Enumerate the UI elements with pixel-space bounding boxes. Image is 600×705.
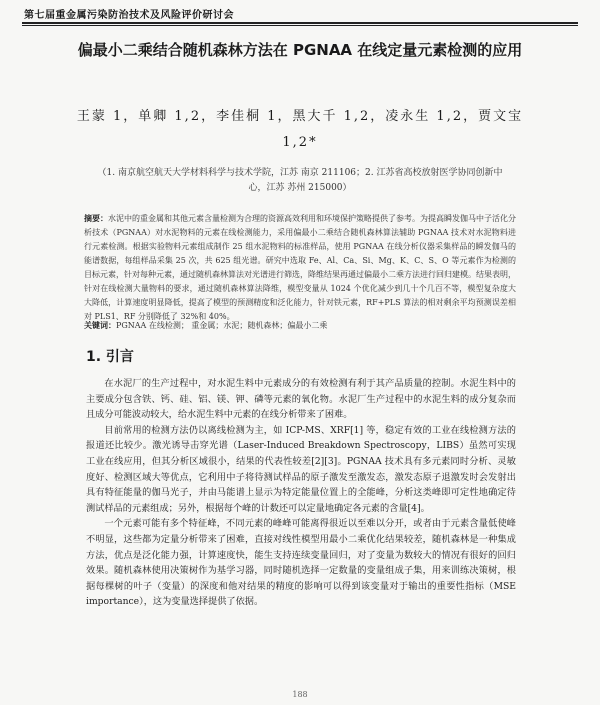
abstract bbox=[84, 211, 516, 324]
abstract-label: 摘要： bbox=[84, 213, 108, 223]
header-rule bbox=[22, 22, 578, 24]
running-header: 第七届重金属污染防治技术及风险评价研讨会 bbox=[24, 10, 234, 21]
keywords-text: PGNAA 在线检测； 重金属；水泥；随机森林；偏最小二乘 bbox=[116, 321, 328, 330]
section-heading: 1. 引言 bbox=[86, 349, 134, 365]
paragraph: 一个元素可能有多个特征峰，不同元素的峰峰可能离得很近以至难以分开，或者由于元素含量低使峰不明显，这些都为定量分析带来了困难，直接对线性模型用最小二乘优化结果较差，随机森林是一种集成方法，优点是泛化能力强，计算速度快，能生支持连续变量回归，对了变量为数较大的情况有很好的回归效果。随机森林使用决策树作为基学习器，同时随机选择一定数量的变量组成子集，用来训练决策树，根据每棵树的叶子（变量）的深度和他对结果的精度的影响可以得到该变量对于输出的重要性指标（MSE importance），这为变量选择提供了依据。 bbox=[86, 518, 516, 608]
section-body bbox=[86, 376, 516, 610]
header-rule-thin bbox=[22, 25, 578, 26]
author-list: 王蒙 1，单卿 1,2，李佳桐 1，黑大千 1,2，凌永生 1,2，贾文宝 1,2* bbox=[76, 109, 524, 150]
page-number: 188 bbox=[292, 690, 308, 699]
paper-title: 偏最小二乘结合随机森林方法在 PGNAA 在线定量元素检测的应用 bbox=[77, 41, 523, 59]
abstract-text: 水泥中的重金属和其他元素含量检测为合理的资源高效利用和环境保护策略提供了参考。为提高瞬发伽马中子活化分析技术（PGNAA）对水泥物料的元素在线检测能力，采用偏最小二乘结合随机森林算法辅助 PGNAA 技术对水泥物料进行元素检测。根据实验物料元素组成制作 25 组水泥物料的标准样品，使用 PGNAA 在线分析仪器采集样品的瞬发伽马的能谱数据，每组样品采集 25 次，共 625 组光谱。研究中选取 Fe、Al、Ca、Si、Mg、K、C、S、O 等元素作为检测的目标元素，针对每种元素，通过随机森林算法对光谱进行筛选，降维结果再通过偏最小二乘方法进行回归建模。结果表明，针对在线检测大量物料的要求，通过随机森林算法降维，模型变量从 1024 个优化减少到几十个几百不等，模型复杂度大大降低，计算速度明显降低，提高了模型的预测精度和泛化能力，针对铁元素，RF+PLS 算法的相对剩余平均预测误差相对 PLS1、RF 分别降低了 32%和 40%。 bbox=[84, 214, 516, 321]
keywords-label: 关键词： bbox=[84, 320, 116, 330]
affiliations: （1. 南京航空航天大学材料科学与技术学院，江苏 南京 211106；2. 江苏省高校放射医学协同创新中心，江苏 苏州 215000） bbox=[97, 168, 503, 193]
paragraph: 目前常用的检测方法仍以离线检测为主，如 ICP-MS、XRF[1] 等，稳定有效的工业在线检测方法的报道还比较少。激光诱导击穿光谱（Laser-Induced Breakdown Spectroscopy，LIBS）虽然可实现工业在线应用，但其分析区域很小，结果的代表性较差[2][3]。PGNAA 技术具有多元素同时分析、灵敏度好、检测区域大等优点，它利用中子将待测试样品的原子激发至激发态，激发态原子退激发时会发射出具有特征能量的伽马光子，并由马能谱上显示为特定能量位置上的全能峰，分析这类峰即可定性地确定待测试样品的元素组成；另外，根据每个峰的计数还可以定量地确定各元素的含量[4]。 bbox=[86, 424, 516, 514]
paragraph: 在水泥厂的生产过程中，对水泥生料中元素成分的有效检测有利于其产品质量的控制。水泥生料中的主要成分包含铁、钙、硅、铝、镁、钾、磷等元素的氧化物。水泥厂生产过程中的水泥生料的成分复杂而且成分可能波动较大，给水泥生料中元素的在线分析带来了困难。 bbox=[86, 378, 516, 421]
keywords bbox=[84, 318, 516, 333]
